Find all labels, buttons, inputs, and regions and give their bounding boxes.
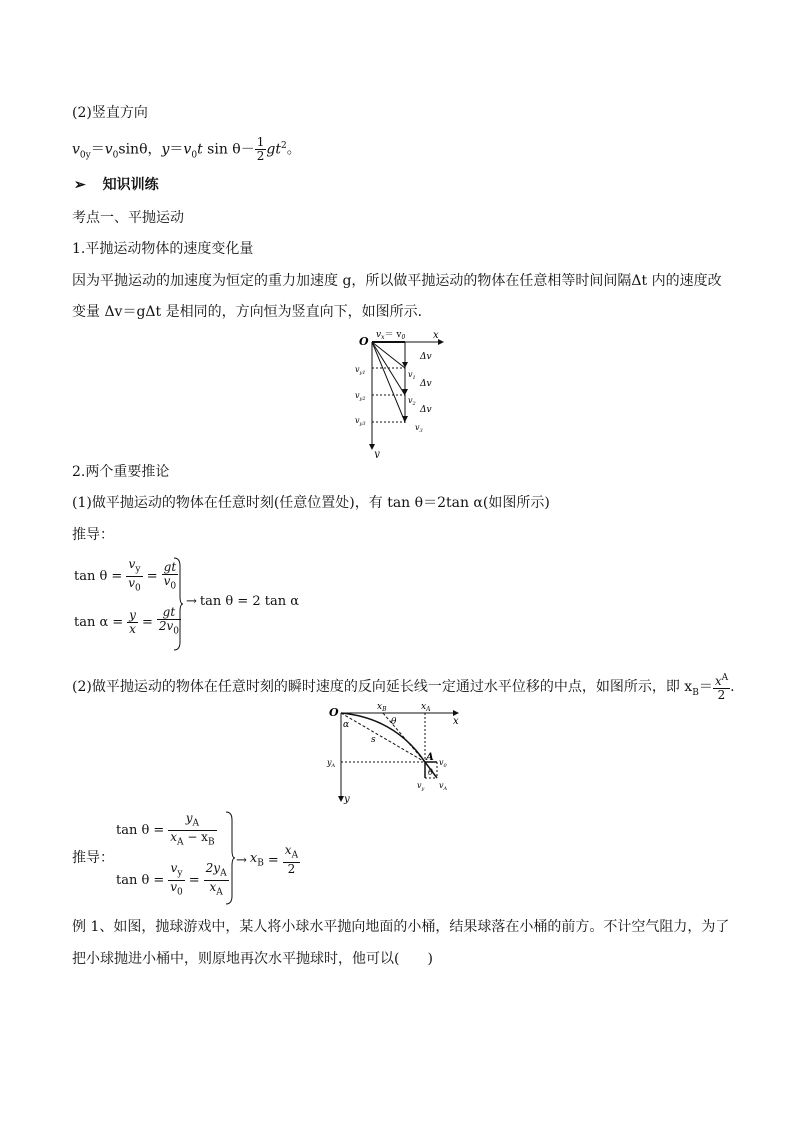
p2-end: . — [730, 679, 735, 695]
p2-eq: ＝ — [698, 679, 713, 695]
eq-symbol: t — [275, 141, 281, 158]
displacement-line — [341, 713, 425, 762]
example1-line2: 把小球抛进小桶中，则原地再次水平抛球时，他可以( ) — [72, 951, 433, 967]
vy3-label: $v_{y3}$ — [355, 416, 366, 427]
eq-symbol: t — [197, 141, 203, 158]
eq-text: 。 — [286, 141, 301, 158]
right-brace-icon — [172, 556, 184, 652]
eq-row-2 — [116, 862, 229, 900]
eq-sign: = — [153, 873, 165, 889]
frac-num: 1 — [256, 135, 265, 150]
eq-symbol: v — [104, 141, 113, 158]
eq-result-2: → $x_B$ = $\frac{x_A}{2}$ — [236, 843, 299, 877]
heading-text: 知识训练 — [102, 177, 159, 193]
eq-lhs: tan θ — [74, 569, 108, 585]
eq-symbol: v — [183, 141, 192, 158]
fraction: $\frac{y_A}{x_A - x_B}$ — [170, 811, 215, 848]
eq-sign: ＝ — [169, 141, 184, 158]
velocity-change-figure — [345, 326, 460, 458]
eq-sign: = — [146, 569, 158, 585]
example1-line1: 例 1、如图，抛球游戏中，某人将小球水平抛向地面的小桶，结果球落在小桶的前方。不计空气阻力，为了 — [72, 919, 730, 935]
eq-symbol: v — [72, 141, 80, 158]
origin-label: O — [329, 706, 339, 719]
frac-den: 2 — [256, 149, 265, 164]
eq-sub: 0 — [112, 150, 119, 161]
eq-row-1 — [116, 812, 217, 850]
eq-sign: = — [111, 569, 123, 585]
bullet-icon: ➢ — [74, 177, 86, 193]
eq-sign: ＝ — [90, 141, 105, 158]
fraction: $\frac{gt}{v_0}$ — [163, 559, 177, 592]
eq-sign: = — [112, 614, 124, 630]
eq-row-tan-theta — [74, 558, 178, 596]
alpha-label: α — [343, 720, 350, 730]
dv-label-3: Δv — [420, 405, 432, 415]
vx-label: $v_x= v_0$ — [376, 330, 406, 341]
theta-label: θ — [391, 717, 397, 727]
eq-sup: 2 — [280, 141, 287, 151]
v3-label: $v_3$ — [415, 423, 423, 434]
eq-sub: 0y — [79, 150, 91, 161]
p2-sub: B — [692, 687, 699, 698]
fraction: $\frac{2y_A}{x_A}$ — [205, 861, 227, 898]
eq-sign: = — [153, 823, 165, 839]
v2-label: $v_2$ — [408, 396, 416, 407]
right-brace-icon — [224, 810, 236, 906]
eq-text: sinθ， — [118, 141, 162, 158]
derive-label-2: 推导： — [72, 850, 114, 866]
x-label: x — [453, 716, 459, 727]
xB-label: $x_B$ — [377, 702, 387, 713]
knowledge-heading — [74, 175, 159, 195]
fraction: $\frac{gt}{2v_0}$ — [158, 605, 180, 637]
section-vertical: (2)竖直方向 — [72, 105, 148, 121]
eq-result-1 — [186, 594, 299, 609]
eq-lhs: tan θ — [116, 873, 150, 889]
item1-title: 1.平抛运动物体的速度变化量 — [72, 241, 254, 257]
item2-paragraph-2 — [72, 672, 735, 703]
x-axis-arrow-icon — [438, 339, 444, 345]
y-label: y — [344, 794, 350, 804]
y-label: y — [374, 449, 380, 458]
fraction: $\frac{x_A}{2}$ — [284, 843, 299, 877]
eq-text: sin θ－ — [202, 141, 255, 158]
arrow-icon: → — [186, 594, 197, 609]
p2-text: (2)做平抛运动的物体在任意时刻的瞬时速度的反向延长线一定通过水平位移的中点，如图所示，即 x — [72, 679, 693, 695]
derive-label-1: 推导： — [72, 527, 114, 543]
eq-symbol: y — [161, 141, 170, 158]
fraction: $\frac{y}{x}$ — [129, 607, 136, 636]
item2-title: 2.两个重要推论 — [72, 464, 170, 480]
v3-vector — [372, 342, 405, 422]
p2-fraction: $\frac{x^A}{2}$ — [714, 673, 729, 702]
item1-paragraph-line1: 因为平抛运动的加速度为恒定的重力加速度 g，所以做平抛运动的物体在任意相等时间间隔Δt 内的速度改 — [72, 273, 722, 289]
s-label: s — [371, 735, 376, 745]
item1-paragraph-line2: 变量 Δv＝gΔt 是相同的，方向恒为竖直向下，如图所示． — [72, 304, 432, 320]
eq-row-tan-alpha — [74, 606, 181, 638]
dv-label-2: Δv — [420, 379, 432, 389]
trajectory-figure — [325, 700, 470, 804]
eq-sign: = — [267, 852, 279, 868]
point-A-label: A — [426, 752, 434, 763]
vertical-equation — [72, 136, 301, 165]
vy1-label: $v_{y1}$ — [355, 365, 366, 376]
arrow-icon: → — [236, 852, 247, 868]
eq-sub: 0 — [191, 150, 198, 161]
vy2-label: $v_{y2}$ — [355, 391, 366, 402]
item2-paragraph-1: (1)做平抛运动的物体在任意时刻(任意位置处)，有 tan θ＝2tan α(如图所示) — [72, 495, 550, 511]
eq-lhs: tan θ — [116, 823, 150, 839]
x-label: x — [433, 330, 439, 341]
origin-label: O — [359, 335, 369, 348]
fraction: $\frac{v_y}{v_0}$ — [170, 861, 183, 898]
eq-sign: = — [141, 614, 153, 630]
eq-symbol: g — [266, 141, 276, 158]
fraction: $\frac{v_y}{v_0}$ — [128, 557, 141, 594]
v0-label: $v_0$ — [439, 758, 447, 769]
theta2-label: θ — [428, 768, 433, 777]
arrow-icon — [402, 362, 408, 368]
eq-result-text: tan θ = 2 tan α — [199, 594, 300, 609]
v1-label: $v_1$ — [408, 370, 416, 381]
xA-label: $x_A$ — [421, 702, 431, 713]
derivation-2 — [116, 808, 336, 908]
topic-title: 考点一、平抛运动 — [72, 210, 184, 226]
derivation-1 — [72, 556, 332, 656]
vy-label: $v_y$ — [417, 781, 425, 792]
dv-label-1: Δv — [420, 352, 432, 362]
eq-lhs: tan α — [74, 614, 109, 630]
yA-label: $y_A$ — [327, 758, 336, 769]
half-fraction — [255, 136, 267, 163]
eq-sign: = — [188, 873, 200, 889]
vA-label: $v_A$ — [439, 781, 448, 792]
